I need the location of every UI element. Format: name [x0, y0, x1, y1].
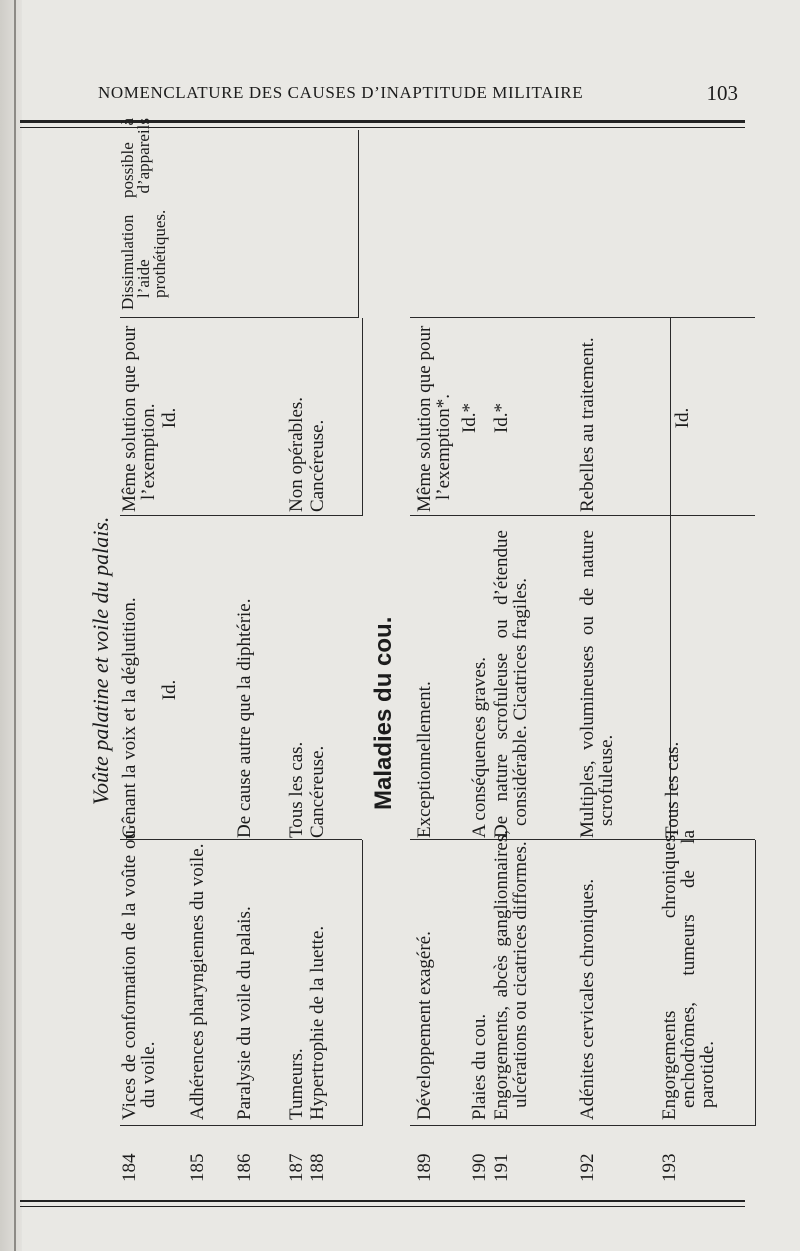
row-stage: De cause autre que la diphtérie. [234, 598, 255, 838]
row-cause: Développement exagéré. [414, 931, 435, 1120]
row-solution: Id. [159, 407, 180, 429]
row-cause: Engorgements chroniques, enchodrômes, tumeurs de la parotide. [659, 830, 718, 1120]
row-solution: Rebelles au traitement. [577, 337, 598, 512]
column-divider [120, 515, 362, 516]
row-cause: Paralysie du voile du palais. [234, 906, 255, 1120]
bottom-rule-thin [20, 1206, 745, 1207]
row-stage: Cancéreuse. [307, 745, 328, 838]
row-stage: Multiples, volumineuses ou de nature scrofuleuse. [577, 530, 617, 838]
row-number: 184 [119, 1153, 140, 1182]
row-number: 192 [577, 1153, 598, 1182]
row-solution: Même solution que pour l’exemption. [119, 325, 159, 512]
row-stage: Gênant la voix et la déglutition. [119, 597, 140, 838]
row-observation: Dissimulation possible à l’aide d’appareils prothétiques. [118, 118, 169, 310]
binding-line [14, 0, 16, 1251]
row-stage: Id. [159, 679, 180, 701]
row-cause: Tumeurs. [286, 1048, 307, 1120]
page-number: 103 [706, 81, 738, 105]
row-stage: Exceptionnellement. [414, 681, 435, 838]
row-divider [362, 840, 363, 1126]
row-solution: Même solution que pour l’exemption*. [414, 325, 454, 512]
section-title-maladies-du-cou: Maladies du cou. [370, 616, 397, 810]
bottom-rule [20, 1200, 745, 1202]
row-number: 185 [187, 1153, 208, 1182]
row-solution: Id. [672, 407, 693, 429]
row-number: 187 [286, 1153, 307, 1182]
row-stage: Tous les cas. [662, 741, 683, 838]
row-stage: De nature scrofuleuse ou d’étendue considérable. Cicatrices fragiles. [491, 530, 531, 838]
row-cause: Adhérences pharyngiennes du voile. [187, 843, 208, 1120]
row-cause: Adénites cervicales chroniques. [577, 878, 598, 1120]
row-stage: Tous les cas. [286, 741, 307, 838]
section-title-voute-palatine: Voûte palatine et voile du palais. [88, 516, 113, 805]
row-solution: Non opérables. [286, 396, 307, 512]
row-number: 193 [659, 1153, 680, 1182]
row-number: 191 [491, 1153, 512, 1182]
row-solution: Id.* [491, 402, 512, 434]
row-cause: Plaies du cou. [469, 1013, 490, 1120]
column-divider [410, 515, 755, 516]
row-cause: Hypertrophie de la luette. [307, 925, 328, 1120]
row-divider [362, 318, 363, 516]
row-number: 188 [307, 1153, 328, 1182]
row-number: 189 [414, 1153, 435, 1182]
running-header [98, 83, 738, 103]
nomenclature-table [80, 118, 755, 1190]
row-number: 186 [234, 1153, 255, 1182]
row-cause: Engorgements, abcès ganglionnaires, ulcérations ou cicatrices difformes. [491, 830, 531, 1120]
row-cause: Vices de conformation de la voûte ou du voile. [119, 830, 159, 1120]
page-binding-edge [0, 0, 22, 1251]
row-solution: Id.* [459, 402, 480, 434]
row-divider [358, 130, 359, 318]
row-number: 190 [469, 1153, 490, 1182]
header-title: NOMENCLATURE DES CAUSES D’INAPTITUDE MILITAIRE [98, 83, 584, 102]
row-divider [670, 318, 671, 516]
row-solution: Cancéreuse. [307, 419, 328, 512]
row-divider [755, 840, 756, 1126]
row-stage: A conséquences graves. [469, 657, 490, 838]
